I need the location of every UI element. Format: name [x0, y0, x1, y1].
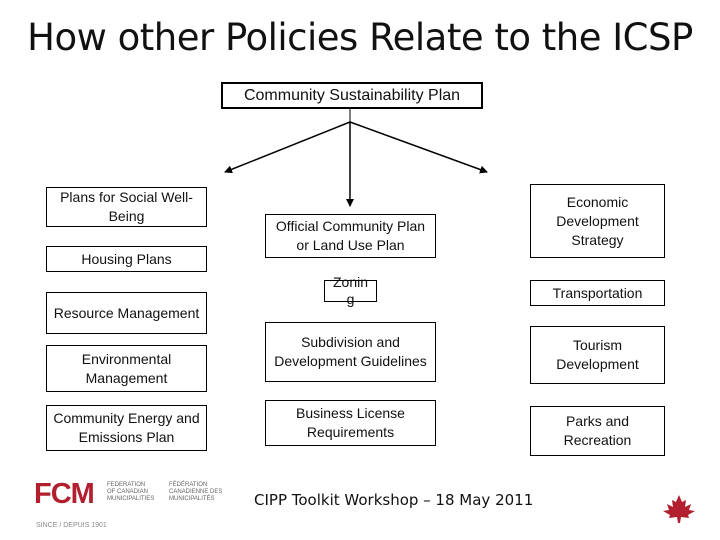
since-label: SINCE / DEPUIS 1901 — [36, 522, 107, 529]
fcm-logo-mark: FCM — [34, 478, 94, 510]
business-license-box: Business License Requirements — [265, 400, 436, 446]
fcm-logo — [34, 478, 223, 511]
page-title: How other Policies Relate to the ICSP — [27, 16, 693, 59]
fcm-logo-french: FÉDÉRATION CANADIENNE DES MUNICIPALITÉS — [169, 482, 223, 502]
transportation-box: Transportation — [530, 280, 665, 306]
official-community-plan-box: Official Community Plan or Land Use Plan — [265, 214, 436, 258]
arrow-right — [350, 122, 487, 172]
fcm-logo-english: FEDERATION OF CANADIAN MUNICIPALITIES — [107, 482, 155, 502]
footer-caption: CIPP Toolkit Workshop – 18 May 2011 — [254, 491, 534, 509]
zoning-box: Zonin g — [324, 280, 377, 302]
maple-leaf-icon — [662, 494, 696, 524]
community-sustainability-plan-box: Community Sustainability Plan — [221, 82, 483, 109]
economic-development-box: Economic Development Strategy — [530, 184, 665, 258]
parks-recreation-box: Parks and Recreation — [530, 406, 665, 456]
tourism-development-box: Tourism Development — [530, 326, 665, 384]
community-energy-box: Community Energy and Emissions Plan — [46, 405, 207, 451]
housing-plans-box: Housing Plans — [46, 246, 207, 272]
social-well-being-box: Plans for Social Well-Being — [46, 187, 207, 227]
environmental-management-box: Environmental Management — [46, 345, 207, 392]
subdivision-guidelines-box: Subdivision and Development Guidelines — [265, 322, 436, 382]
arrow-left — [225, 122, 350, 172]
resource-management-box: Resource Management — [46, 292, 207, 334]
